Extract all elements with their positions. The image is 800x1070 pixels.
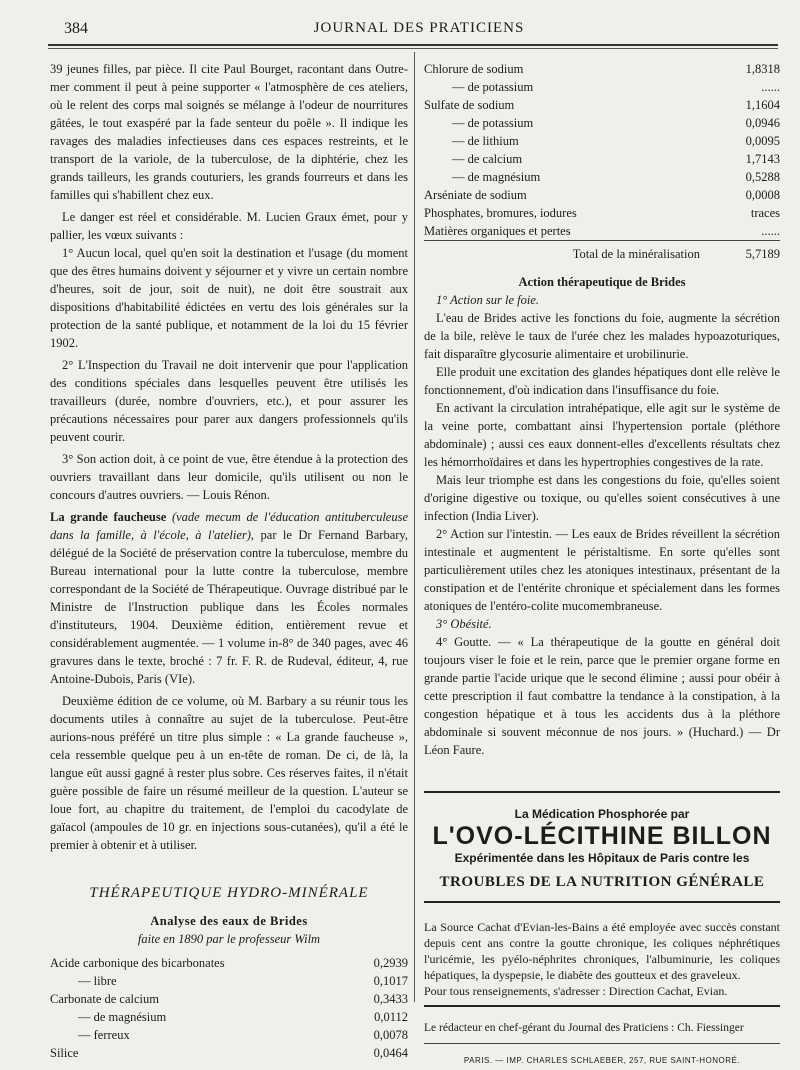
page-header [60, 18, 778, 40]
row-label: Carbonate de calcium [50, 992, 159, 1006]
row-label: — de magnésium [452, 170, 541, 184]
ad-line: Expérimentée dans les Hôpitaux de Paris contre les [454, 851, 750, 865]
paragraph: Deuxième édition de ce volume, où M. Barbary a su réunir tous les documents utiles à connaître au sujet de la tuberculose. Peut-être aurions-nous préféré un titre plus simple : « La grande faucheuse », cela ressemble quelque peu à un en-tête de roman. De ci, de là, la langue eût aussi gagné à rester plus sobre. Ces réserves faites, il n'était guère possible de faire un résumé meilleur de la question. L'auteur se loue fort, au chapitre du traitement, de l'emploi du cacodylate de gaïacol (ampoules de 10 gr. en injections sous-cutanées), qu'il a été le premier à obtenir et à utiliser. [50, 694, 408, 852]
table-row [50, 1026, 408, 1044]
table-row [50, 1008, 408, 1026]
book-title: La grande faucheuse [50, 510, 167, 524]
table-row [424, 168, 780, 186]
row-label: Phosphates, bromures, iodures [424, 206, 577, 220]
header-rule-thin [48, 48, 778, 49]
row-label: Arséniate de sodium [424, 188, 527, 202]
book-subtitle: (vade mecum de l'éducation antituberculeuse dans la famille, à l'école, à l'atelier), [50, 510, 408, 542]
table-row [50, 954, 408, 972]
row-value: 0,0946 [745, 116, 780, 130]
row-value: 1,8318 [745, 62, 780, 76]
table-row [50, 990, 408, 1008]
table-row [424, 96, 780, 114]
row-label: — de calcium [452, 152, 523, 166]
paragraph: Mais leur triomphe est dans les congestions du foie, qu'elles soient d'origine digestive ou toxique, ou qu'elles soient consécutives à une infection (India Liver). [424, 473, 780, 523]
ad-line: La Médication Phosphorée par [514, 807, 690, 821]
table-row [424, 222, 780, 241]
header-rule [48, 44, 778, 46]
row-label: — de potassium [452, 80, 534, 94]
row-label: Sulfate de sodium [424, 98, 515, 112]
total-value: 5,7189 [712, 241, 780, 264]
row-value: 0,0464 [373, 1046, 408, 1060]
row-label: Acide carbonique des bicarbonates [50, 956, 225, 970]
row-value: 1,1604 [745, 98, 780, 112]
total-row [424, 241, 780, 264]
book-review [50, 508, 408, 688]
paragraph: 1° Aucun local, quel qu'en soit la destination et l'usage (du moment que des êtres humains doivent y séjourner et y vivre un certain nombre d'heures, soit de jour, soit de nuit), ne doit être soustrait aux dispositions d'habitabilité édictées en vertu des lois générales sur la protection de la santé publique, et notamment de la loi du 15 février 1902. [50, 246, 408, 350]
journal-title: JOURNAL DES PRATICIENS [313, 20, 525, 36]
column-separator [414, 52, 415, 1002]
table-row [424, 150, 780, 168]
subheading: 3° Obésité. [436, 617, 492, 631]
table-row [50, 1044, 408, 1062]
paragraph: 2° L'Inspection du Travail ne doit intervenir que pour l'application des conditions spéciales dans lesquelles peuvent être utilisés les travailleurs (durée, nombre d'ouvriers, etc.), et pour assurer les précautions nécessaires pour parer aux dangers professionnels qu'ils peuvent courir. [50, 358, 408, 444]
row-value: ...... [761, 224, 780, 238]
row-value: 0,5288 [745, 170, 780, 184]
row-value: 0,3433 [373, 992, 408, 1006]
row-label: Silice [50, 1046, 79, 1060]
paragraph: En activant la circulation intrahépatique, elle agit sur le système de la veine porte, combattant ainsi l'hypertension portale (pléthore abdominale) ; aussi ces eaux donnent-elles d'excellents résultats chez les hémorrhoïdaires et dans les hypertrophies congestives de la rate. [424, 401, 780, 469]
right-column [424, 60, 780, 1070]
action-title: Action thérapeutique de Brides [518, 275, 686, 289]
table-row [424, 132, 780, 150]
book-author: par le Dr Fernand Barbary, [260, 528, 408, 542]
book-details: délégué de la Société de préservation contre la tuberculose, membre du Bureau international pour la lutte contre la tuberculose, membre correspondant de la Société de Thérapeutique. Ouvrage distribué par le Ministre de l'Instruction publique dans les Écoles normales d'instituteurs, 1904. Deuxième édition, entièrement revue et considérablement augmentée. — 1 volume in-8° de 340 pages, avec 46 gravures dans le texte, broché : 7 fr. F. R. de Rudeval, éditeur, 4, rue Antoine-Dubois, Paris (VIe). [50, 546, 408, 686]
row-value: 0,0078 [373, 1028, 408, 1042]
row-value: traces [750, 206, 780, 220]
ad-brand: L'OVO-LÉCITHINE BILLON [432, 822, 772, 850]
ad-contact: Pour tous renseignements, s'adresser : Direction Cachat, Evian. [424, 984, 728, 998]
section-title: THÉRAPEUTIQUE HYDRO-MINÉRALE [89, 885, 369, 901]
row-value: 0,2939 [373, 956, 408, 970]
total-label: Total de la minéralisation [424, 241, 712, 264]
analysis-subtitle: faite en 1890 par le professeur Wilm [137, 932, 321, 946]
row-label: — ferreux [78, 1028, 130, 1042]
left-column [50, 60, 408, 1062]
row-label: Chlorure de sodium [424, 62, 524, 76]
row-label: — de potassium [452, 116, 534, 130]
paragraph: 3° Son action doit, à ce point de vue, être étendue à la protection des ouvriers travaillant dans leur domicile, qu'ils utilisent ou non le concours d'autres ouvriers. — Louis Rénon. [50, 452, 408, 502]
advertisement-ovo-lecithine [424, 791, 780, 903]
row-label: — de magnésium [78, 1010, 167, 1024]
row-value: 0,0095 [745, 134, 780, 148]
paragraph: 39 jeunes filles, par pièce. Il cite Paul Bourget, racontant dans Outre-mer comment il peut à peine supporter « l'atmosphère de ces ateliers, où le relent des corps mal soignés se mélange à l'odeur de nourritures gâtées, le tout exaspéré par la fade senteur du poêle ». Il indique les ravages des maladies infectieuses dans ces espaces restreints, et le transport de la variole, de la tuberculose, de la diphtérie, chez les grands tailleurs, les grands couturiers, les grands fourreurs et dans les familles qui s'habillent chez eux. [50, 62, 408, 202]
ad-text: La Source Cachat d'Evian-les-Bains a été employée avec succès constant depuis cent ans contre la goutte chronique, les coliques néphrétiques l'uricémie, les pyélo-néphrites chroniques, l'albuminurie, les coliques hépatiques, la dyspepsie, le diabète des goutteux et des graveleux. [424, 920, 780, 982]
advertisement-source-cachat [424, 919, 780, 1007]
ad-line: TROUBLES DE LA NUTRITION GÉNÉRALE [439, 874, 765, 890]
editor-line: Le rédacteur en chef-gérant du Journal des Praticiens : Ch. Fiessinger [424, 1019, 780, 1044]
table-row [424, 114, 780, 132]
paragraph: Le danger est réel et considérable. M. Lucien Graux émet, pour y pallier, les vœux suivants : [50, 210, 408, 242]
page-number: 384 [64, 20, 88, 37]
row-value: 0,0008 [745, 188, 780, 202]
table-row [424, 186, 780, 204]
paragraph: 4° Goutte. — « La thérapeutique de la goutte en général doit toujours viser le foie et le rein, parce que le premier organe forme en grande partie l'acide urique que le second élimine ; aussi pour obéir à cette prescription il faut combattre la tendance à la constipation, à la congestion hépatique et à tous les accidents dus à la pléthore abdominale si souvent méconnue de nos jours. » (Huchard.) — Dr Léon Faure. [424, 635, 780, 757]
row-value: ...... [761, 80, 780, 94]
row-label: — libre [78, 974, 117, 988]
table-row [424, 60, 780, 78]
printer-line: PARIS. — IMP. CHARLES SCHLAEBER, 257, RUE SAINT-HONORÉ. [463, 1056, 741, 1065]
table-row [50, 972, 408, 990]
analysis-table-right [424, 60, 780, 263]
row-label: — de lithium [452, 134, 519, 148]
table-row [424, 204, 780, 222]
paragraph: Elle produit une excitation des glandes hépatiques dont elle relève le fonctionnement, d'où indication dans l'insuffisance du foie. [424, 365, 780, 397]
table-row [424, 78, 780, 96]
row-value: 1,7143 [745, 152, 780, 166]
row-value: 0,0112 [374, 1010, 408, 1024]
row-value: 0,1017 [373, 974, 408, 988]
subheading: 1° Action sur le foie. [436, 293, 540, 307]
analysis-title: Analyse des eaux de Brides [150, 914, 308, 928]
paragraph: 2° Action sur l'intestin. — Les eaux de Brides réveillent la sécrétion intestinale et augmentent le péristaltisme. En sorte qu'elles sont particulièrement utiles chez les atoniques intestinaux, présentant de la constipation et de l'entérite chronique et spécialement dans les formes atoniques de l'entéro-colite mucomembraneuse. [424, 527, 780, 613]
paragraph: L'eau de Brides active les fonctions du foie, augmente la sécrétion de la bile, relève le taux de l'urée chez les malades hypoazoturiques, fait disparaître glycosurie alimentaire et urobilinurie. [424, 311, 780, 361]
row-label: Matières organiques et pertes [424, 224, 571, 238]
analysis-table-left [50, 954, 408, 1062]
